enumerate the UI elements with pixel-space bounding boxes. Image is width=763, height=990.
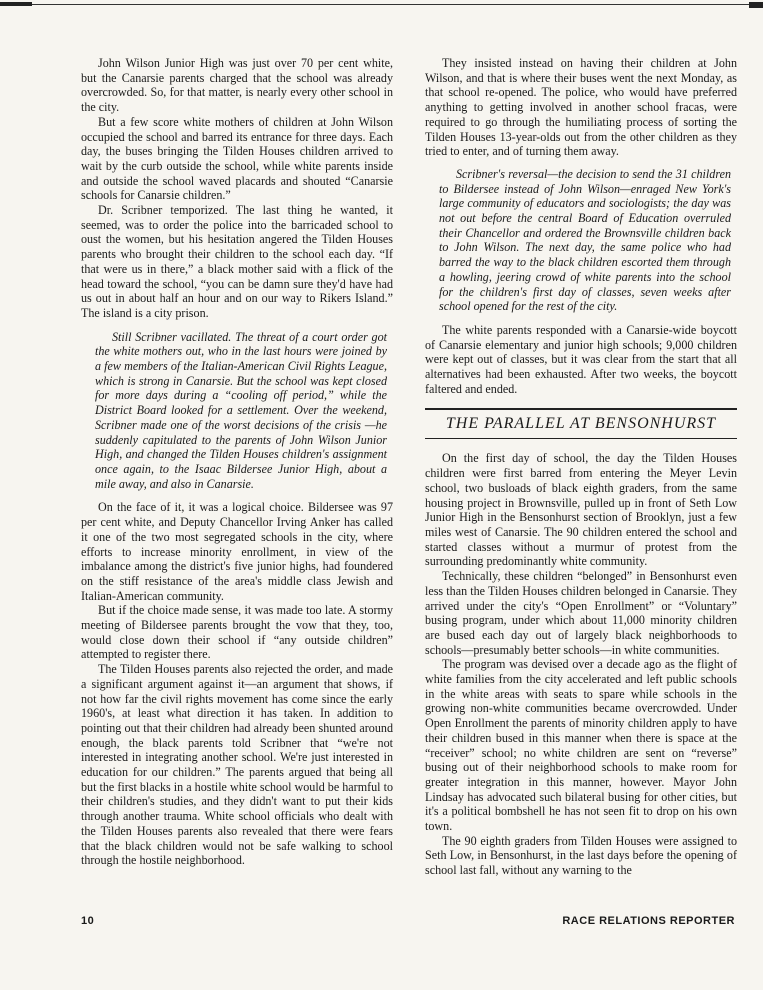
italic-block: Scribner's reversal—the decision to send the 31 children to Bildersee instead of John Wilson—enraged New York's large community of educators and sociologists; the day was not out before the central Board of Education overruled their Chancellor and ordered the Brownsville children back to John Wilson. The next day, the same police who had barred the way to the black children escorted them through a howling, jeering crowd of white parents into the school for the children's first day of classes, seven weeks after school opened for the rest of the city. xyxy=(439,166,731,314)
body-paragraph: On the face of it, it was a logical choice. Bildersee was 97 per cent white, and Deputy Chancellor Irving Anker has called it one of the two most segregated schools in the city, where efforts to increase minority enrollment, in view of the imbalance among the district's five junior highs, had foundered on the stiff resistance of the area's middle class Jewish and Italian-American community. xyxy=(81,500,393,603)
page-number: 10 xyxy=(81,915,95,927)
publication-name: RACE RELATIONS REPORTER xyxy=(562,915,735,927)
body-paragraph: But a few score white mothers of children at John Wilson occupied the school and barred its entrance for three days. Each day, the buses bringing the Tilden Houses children arrived to wait by the curb outside the school, while white parents inside and outside the school waved placards and shouted “Canarsie schools for Canarsie children.” xyxy=(81,114,393,203)
body-paragraph: On the first day of school, the day the Tilden Houses children were first barred from entering the Meyer Levin school, two busloads of black eighth graders, from the same housing project in Brownsville, pulled up in front of Seth Low Junior High in the Bensonhurst section of Brooklyn, just a few miles west of Canarsie. The 90 children entered the school and started classes without a murmur of protest from the surrounding predominantly white community. xyxy=(425,451,737,569)
body-paragraph: But if the choice made sense, it was made too late. A stormy meeting of Bildersee parents brought the vow that they, too, would close down their school if “any outside children” attempted to register there. xyxy=(81,603,393,662)
top-left-mark xyxy=(0,2,32,6)
top-rule xyxy=(0,4,763,5)
section-heading: THE PARALLEL AT BENSONHURST xyxy=(445,415,717,433)
left-column xyxy=(81,56,393,868)
body-paragraph: The program was devised over a decade ago as the flight of white families from the city accelerated and left public schools in the white areas with seats to spare while schools in the growing non-white communities became overcrowded. Under Open Enrollment the parents of minority children apply to have their children bused in this manner when there is space at the “receiver” school; no white children are sent on “reverse” busing out of their neighborhood schools to make room for greater integration in this manner, however. Mayor John Lindsay has advocated such bilateral busing for other cities, but it's a political bombshell he has not seen fit to drop on his own town. xyxy=(425,657,737,834)
body-paragraph: The white parents responded with a Canarsie-wide boycott of Canarsie elementary and junior high schools; 9,000 children were kept out of classes, but it was clear from the start that all alternatives had been exhausted. After two weeks, the boycott faltered and ended. xyxy=(425,322,737,396)
body-paragraph: Technically, these children “belonged” in Bensonhurst even less than the Tilden Houses children belonged in Canarsie. They arrived under the city's “Open Enrollment” or “Voluntary” busing program, under which about 11,000 minority children are bused each day out of largely black neighborhoods to schools—presumably better schools—in white communities. xyxy=(425,569,737,657)
body-paragraph: The Tilden Houses parents also rejected the order, and made a significant argument against it—an argument that shows, if not how far the civil rights movement has come since the early 1960's, at least what direction it has taken. In addition to pointing out that their children had already been shunted around enough, the black parents told Scribner that “we're not interested in integrating another school. We're just interested in education for our children.” The parents argued that being all but the first blacks in a hostile white school would be harmful to their children's studies, and they didn't want to put their kids through another trauma. White school officials who dealt with the Tilden Houses parents also revealed that there were fears that the black children would not be safe walking to school through the hostile neighborhood. xyxy=(81,662,393,868)
body-paragraph: The 90 eighth graders from Tilden Houses were assigned to Seth Low, in Bensonhurst, in the last days before the opening of school last fall, without any warning to the xyxy=(425,833,737,878)
section-heading-box xyxy=(425,408,737,439)
body-paragraph: Dr. Scribner temporized. The last thing he wanted, it seemed, was to order the police into the barricaded school to oust the women, but his hesitation angered the Tilden Houses parents who brought their children to the school each day. “If that were us in there,” a black mother said with a flick of the head toward the school, “you can be damn sure they'd have had us out in about half an hour and on our way to Rikers Island.” The island is a city prison. xyxy=(81,203,393,320)
italic-block: Still Scribner vacillated. The threat of a court order got the white mothers out, who in the last hours were joined by a few members of the Italian-American Civil Rights League, which is strong in Canarsie. But the school was kept closed for more days during a “cooling off period,” while the District Board looked for a settlement. Over the weekend, Scribner made one of the worst decisions of the crisis —he suddenly capitulated to the parents of John Wilson Junior High, and changed the Tilden Houses children's assignment once again, to the Isaac Bildersee Junior High, about a mile away, and also in Canarsie. xyxy=(95,329,387,491)
body-paragraph: They insisted instead on having their children at John Wilson, and that is where their buses went the next Monday, as that school re-opened. The police, who would have preferred anything to getting involved in another school fracas, were required to go through the humiliating process of sorting the Tilden Houses 13-year-olds out from the other children as they tried to enter, and of turning them away. xyxy=(425,56,737,159)
right-column xyxy=(425,56,737,878)
top-right-mark xyxy=(749,2,763,8)
body-paragraph: John Wilson Junior High was just over 70 per cent white, but the Canarsie parents charged that the school was already overcrowded. So, for that matter, is nearly every other school in the city. xyxy=(81,56,393,115)
